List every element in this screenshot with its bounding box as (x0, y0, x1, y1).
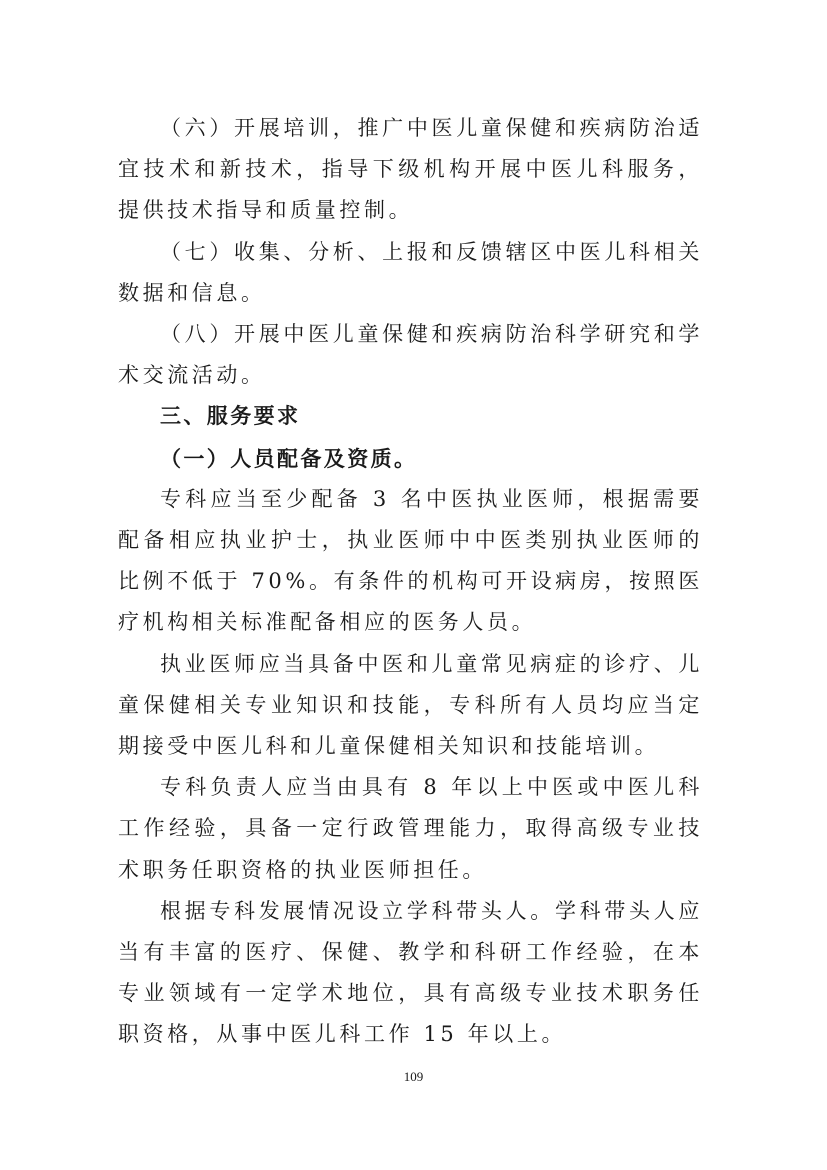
paragraph-data-collection: （七）收集、分析、上报和反馈辖区中医儿科相关数据和信息。 (118, 239, 703, 305)
subsection-heading: （一）人员配备及资质。 (160, 445, 418, 471)
section-heading: 三、服务要求 (160, 404, 301, 429)
paragraph-qualifications: 执业医师应当具备中医和儿童常见病症的诊疗、儿童保健相关专业知识和技能，专科所有人员均应当定期接受中医儿科和儿童保健相关知识和技能培训。 (118, 651, 703, 759)
paragraph-staffing: 专科应当至少配备 3 名中医执业医师，根据需要配备相应执业护士，执业医师中中医类别执业医师的比例不低于 70%。有条件的机构可开设病房，按照医疗机构相关标准配备相应的医务人员。 (118, 486, 703, 635)
paragraph-discipline-leader: 根据专科发展情况设立学科带头人。学科带头人应当有丰富的医疗、保健、教学和科研工作经验，在本专业领域有一定学术地位，具有高级专业技术职务任职资格，从事中医儿科工作 15 年以上。 (118, 898, 703, 1047)
page-number: 109 (403, 1069, 424, 1084)
paragraph-training: （六）开展培训，推广中医儿童保健和疾病防治适宜技术和新技术，指导下级机构开展中医儿科服务，提供技术指导和质量控制。 (118, 116, 703, 223)
document-body (118, 108, 703, 1056)
paragraph-research: （八）开展中医儿童保健和疾病防治科学研究和学术交流活动。 (118, 322, 703, 388)
paragraph-department-head: 专科负责人应当由具有 8 年以上中医或中医儿科工作经验，具备一定行政管理能力，取得高级专业技术职务任职资格的执业医师担任。 (118, 775, 703, 882)
